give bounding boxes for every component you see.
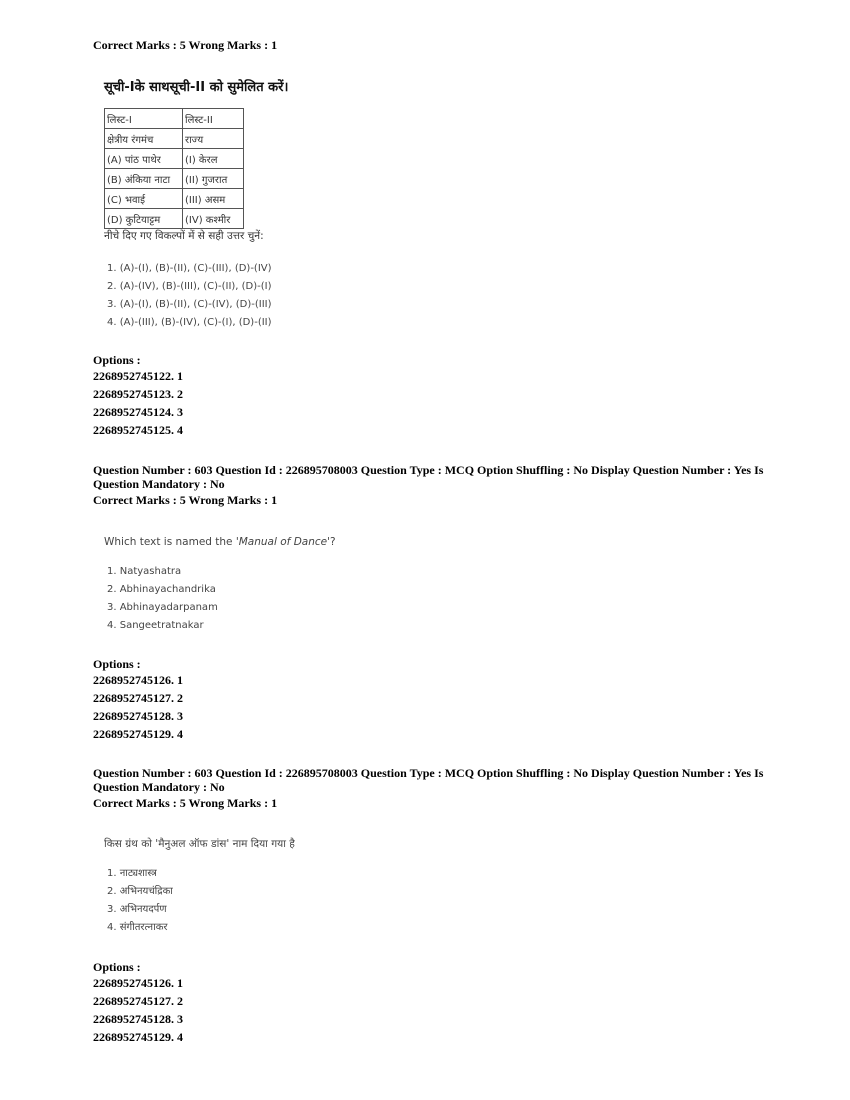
table-cell: (B) अंकिया नाटा [105,169,183,189]
options-list [93,671,183,743]
question-header: Question Number : 603 Question Id : 226895708003 Question Type : MCQ Option Shuffling : No Display Question Number : Yes Is Question Mandatory : No [93,463,764,491]
table-cell: लिस्ट-II [183,109,244,129]
table-cell: (A) पांठ पाथेर [105,149,183,169]
table-cell: राज्य [183,129,244,149]
table-cell: लिस्ट-I [105,109,183,129]
marks-line-1: Correct Marks : 5 Wrong Marks : 1 [93,38,278,52]
choice-item: 3. (A)-(I), (B)-(II), (C)-(IV), (D)-(III) [107,299,272,310]
table-cell: (III) असम [183,189,244,209]
question-text [104,536,336,548]
option-item: 2268952745124. 3 [93,405,183,419]
options-label: Options : [93,657,141,671]
choice-list [107,865,173,937]
table-cell: (IV) कश्मीर [183,209,244,229]
options-list [93,367,183,439]
match-table [104,108,244,229]
table-row [105,189,244,209]
marks-line-2: Correct Marks : 5 Wrong Marks : 1 [93,493,278,507]
choice-item: 3. Abhinayadarpanam [107,602,218,613]
question-text-part: Which text is named the ' [104,536,239,548]
option-item: 2268952745125. 4 [93,423,183,437]
question-text-part: '? [327,536,336,548]
option-item: 2268952745128. 3 [93,709,183,723]
question-text-hindi: किस ग्रंथ को 'मैनुअल ऑफ डांस' नाम दिया गया है [104,838,295,850]
table-row [105,149,244,169]
option-item: 2268952745123. 2 [93,387,183,401]
option-item: 2268952745128. 3 [93,1012,183,1026]
table-row [105,169,244,189]
table-cell: (D) कुटियाट्टम [105,209,183,229]
choice-item: 3. अभिनयदर्पण [107,904,167,915]
options-label: Options : [93,960,141,974]
option-item: 2268952745122. 1 [93,369,183,383]
table-row [105,129,244,149]
choice-item: 1. (A)-(I), (B)-(II), (C)-(III), (D)-(IV) [107,263,272,274]
choice-item: 2. Abhinayachandrika [107,584,216,595]
table-cell: (II) गुजरात [183,169,244,189]
choice-list [107,563,218,635]
marks-line-3: Correct Marks : 5 Wrong Marks : 1 [93,796,278,810]
options-list [93,974,183,1046]
question-header: Question Number : 603 Question Id : 226895708003 Question Type : MCQ Option Shuffling : No Display Question Number : Yes Is Question Mandatory : No [93,766,764,794]
choice-item: 4. संगीतरत्नाकर [107,922,168,933]
option-item: 2268952745126. 1 [93,673,183,687]
table-cell: क्षेत्रीय रंगमंच [105,129,183,149]
choice-item: 4. Sangeetratnakar [107,620,204,631]
choice-item: 4. (A)-(III), (B)-(IV), (C)-(I), (D)-(II) [107,317,272,328]
option-item: 2268952745127. 2 [93,691,183,705]
instruction-text: नीचे दिए गए विकल्पों में से सही उत्तर चुनें: [104,230,264,242]
question-text-emphasis: Manual of Dance [238,536,328,548]
table-cell: (C) भवाई [105,189,183,209]
table-cell: (I) केरल [183,149,244,169]
choice-item: 1. नाट्यशास्त्र [107,868,157,879]
choice-item: 2. (A)-(IV), (B)-(III), (C)-(II), (D)-(I) [107,281,272,292]
option-item: 2268952745127. 2 [93,994,183,1008]
question-heading-hindi: सूची-Iके साथसूची-II को सुमेलित करें। [104,80,289,95]
choice-item: 2. अभिनयचंद्रिका [107,886,173,897]
choice-list [107,260,272,332]
option-item: 2268952745129. 4 [93,1030,183,1044]
table-row [105,109,244,129]
choice-item: 1. Natyashatra [107,566,182,577]
options-label: Options : [93,353,141,367]
table-row [105,209,244,229]
option-item: 2268952745129. 4 [93,727,183,741]
option-item: 2268952745126. 1 [93,976,183,990]
